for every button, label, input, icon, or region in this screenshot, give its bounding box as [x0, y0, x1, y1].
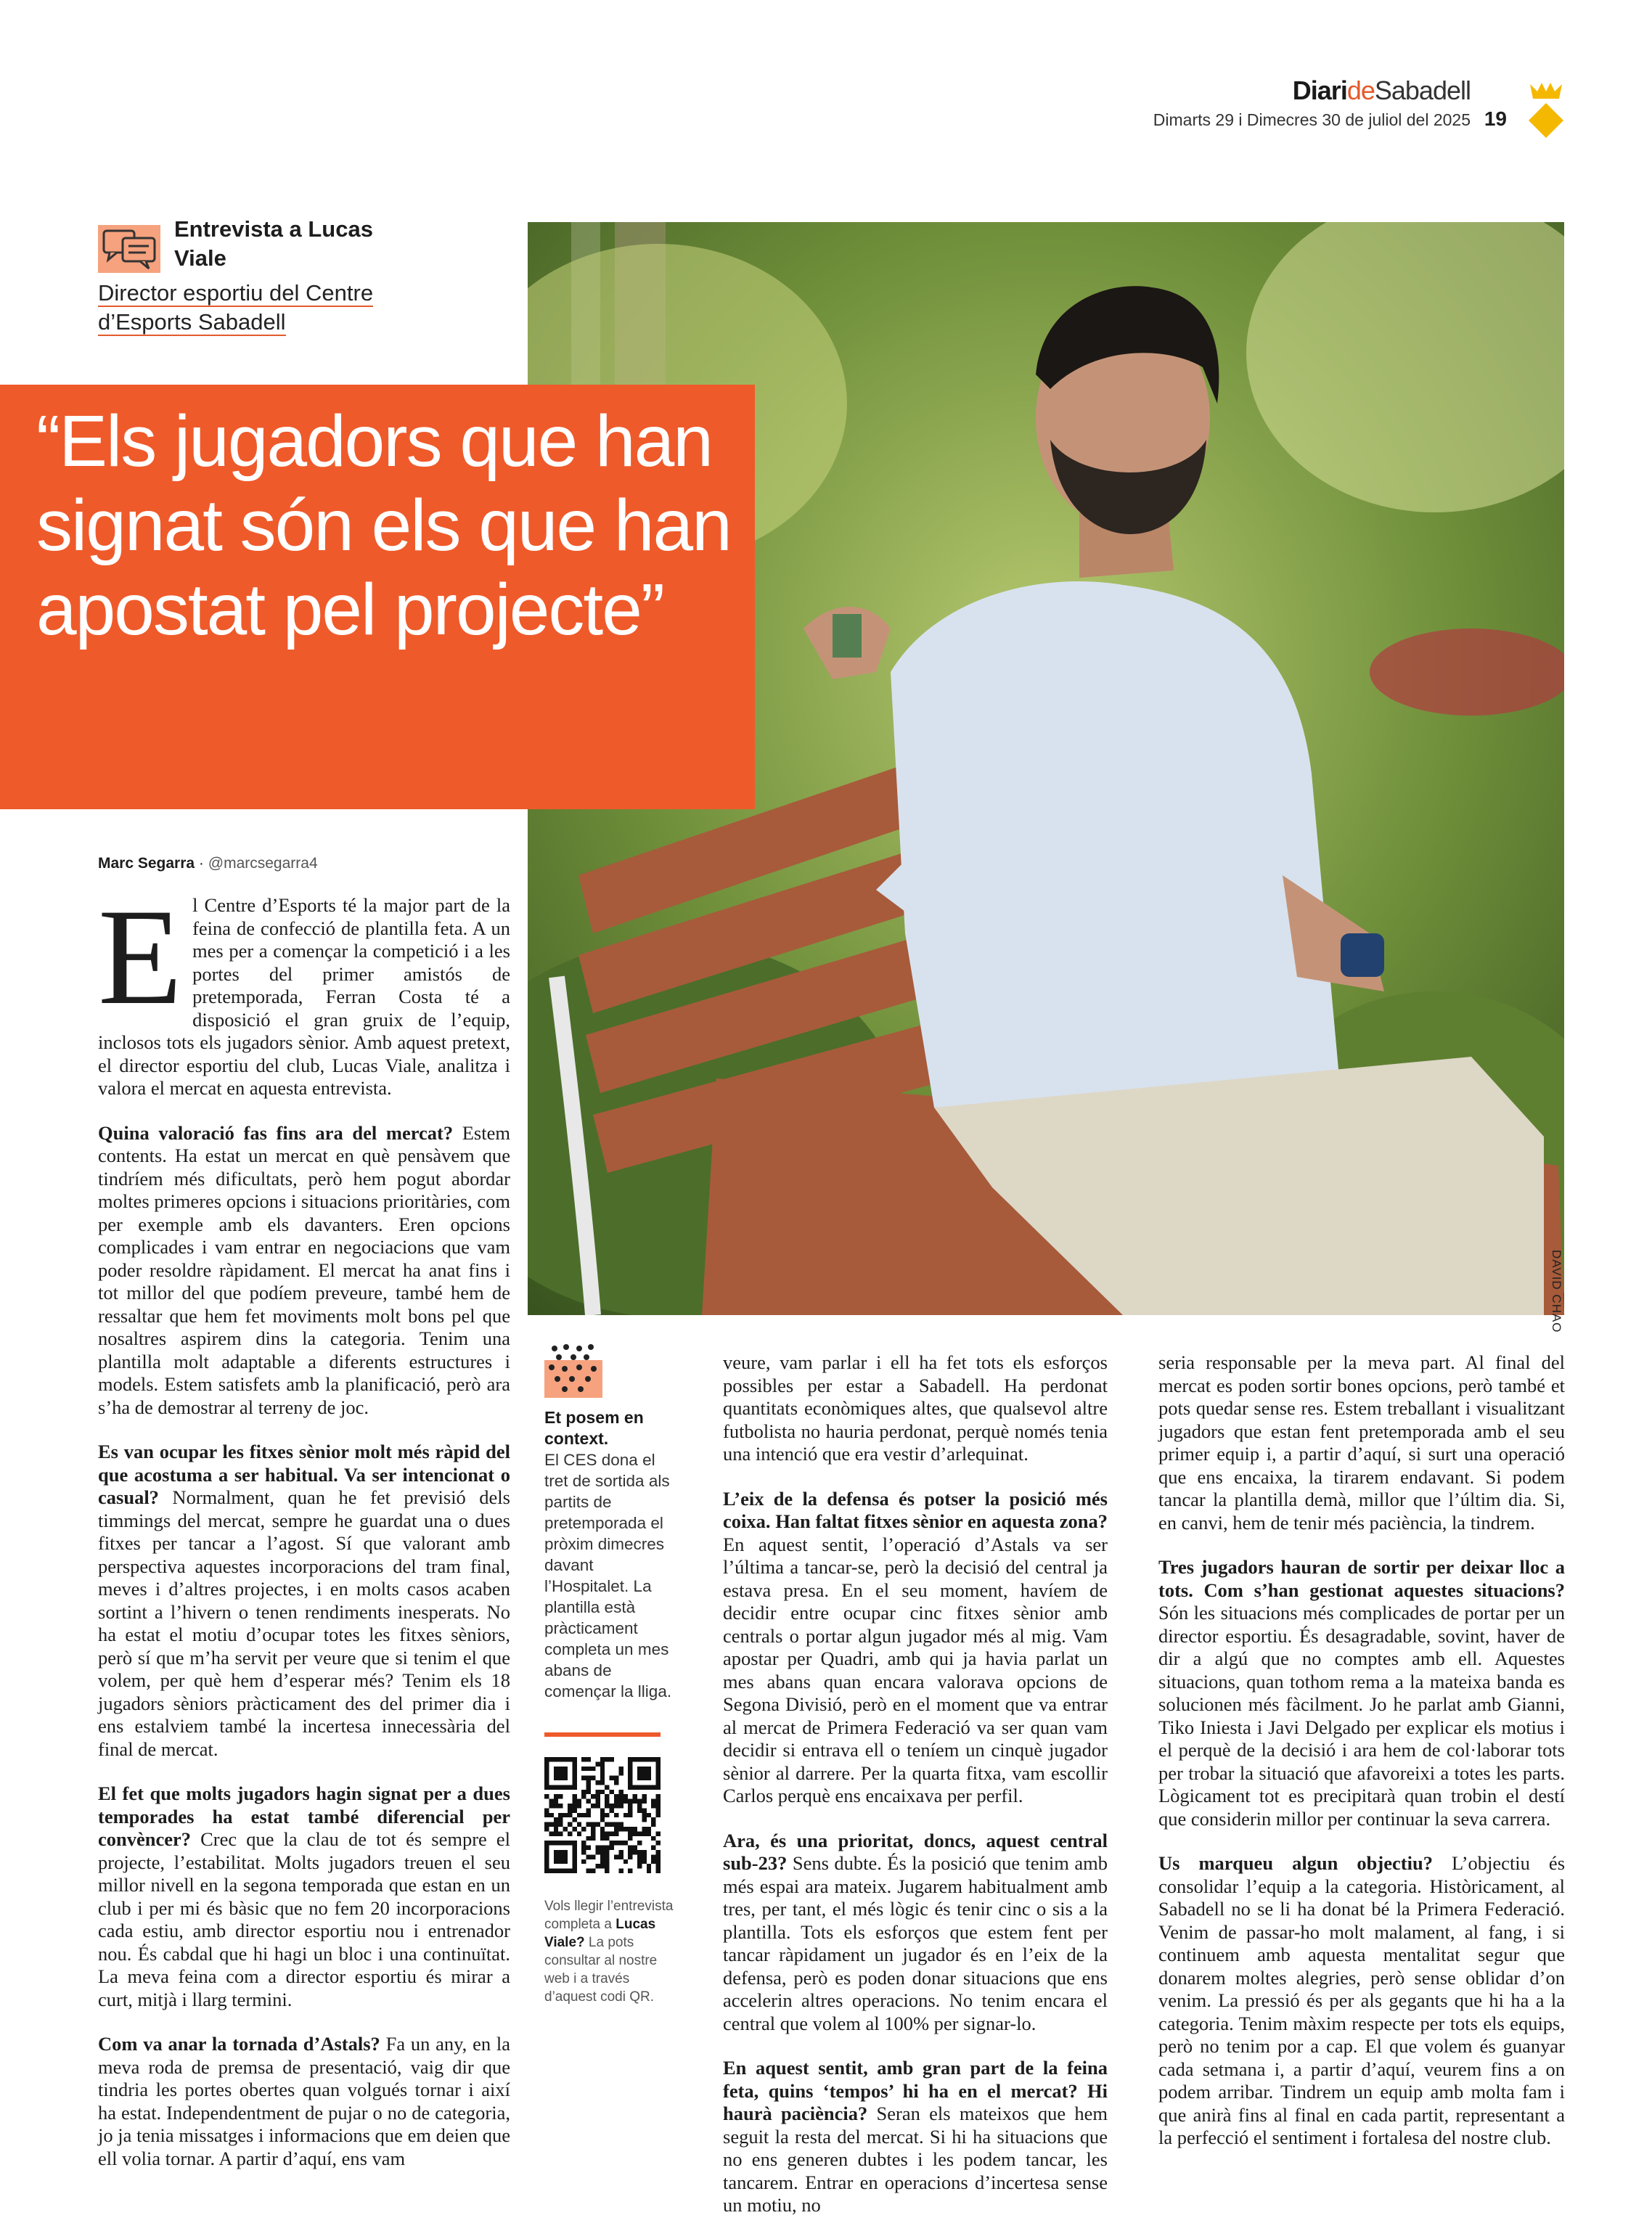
author-handle: @marcsegarra4 [208, 855, 318, 872]
masthead-date: Dimarts 29 i Dimecres 30 de juliol del 2025 [1153, 110, 1471, 129]
dropcap: E [98, 881, 183, 1033]
qa-4-end: veure, vam parlar i ell ha fet tots els esforços possibles per estar a Sabadell. Ha perdonat quantitats econòmiques altes, que qualsevol altre futbolista no hauria perdonat, perquè només tenia una intenció que era vestir d’arlequinat. [723, 1351, 1108, 1465]
author-name: Marc Segarra [98, 855, 195, 872]
qa-6: Ara, és una prioritat, doncs, aquest central sub-23? Sens dubte. És la posició que tenim amb més espai ara mateix. Jugarem habitualment amb tres, per tant, el més lògic és tenir cinc o sis a la plantilla. Tots els esforços que estem fent per tancar ràpidament un jugador és en l’eix de la defensa, però es poden donar situacions que ens accelerin altres operacions. No tenim encara el central que volem al 100% per signar-lo. [723, 1829, 1108, 2034]
sidebar-body: El CES dona el tret de sortida als partits de pretemporada el pròxim dimecres davant l’Hospitalet. La plantilla està pràcticament completa un mes abans de començar la lliga. [544, 1451, 672, 1700]
headline-box [0, 385, 755, 809]
qr-caption: Vols llegir l’entrevista completa a Lucas Viale? La pots consultar al nostre web i a través d’aquest codi QR. [544, 1899, 674, 2005]
qa-4-start: Com va anar la tornada d’Astals? Fa un any, en la meva roda de premsa de presentació, vaig dir que tindria les portes obertes quan volgués tornar i així ha estat. Independentment de pujar o no de categoria, jo ja tenia missatges i informacions que em deien que ell volia tornar. A partir d’aquí, ens vam [98, 2033, 510, 2169]
qa-7-end: seria responsable per la meva part. Al final del mercat es poden sortir bones opcions, però també et pots quedar sense res. Estem treballant i visualitzant jugadors que estan fent pretemporada amb el seu primer equip i, a partir d’aquí, si surt una operació que ens encaixa, la tirarem endavant. Si podem tancar la plantilla demà, millor que l’últim dia. Si, en canvi, hem de tenir més paciència, la tindrem. [1158, 1351, 1565, 1534]
lead-paragraph: El Centre d’Esports té la major part de la feina de confecció de plantilla feta. A un mes per a començar la competició i a les portes del primer amistós de pretemporada, Ferran Costa té a disposició el gran gruix de l’equip, inclosos tots els jugadors sènior. Amb aquest pretext, el director esportiu del club, Lucas Viale, analitza i valora el mercat en aquesta entrevista. [98, 881, 510, 1099]
speech-bubble-icon [98, 225, 160, 273]
context-dots-icon [544, 1343, 602, 1398]
byline [98, 855, 318, 872]
page-number: 19 [1484, 107, 1507, 130]
sidebar-divider [544, 1732, 661, 1737]
qa-9: Us marqueu algun objectiu? L’objectiu és consolidar l’equip a la categoria. Històricament, al Sabadell no se li ha donat bé la Primera Federació. Venim de passar-ho molt malament, al fang, i si continuem amb aquesta mentalitat segur que donarem moltes alegries, però sense oblidar d’on venim. La pressió és per als gegants que hi ha a la categoria. Tenim màxim respecte per tots els equips, però no tenim por a cap. El que volem és guanyar cada setmana i, a partir d’aquí, veurem fins a on podem arribar. Tindrem un equip amb molta fam i que anirà fins al final en cada partit, representant a la perfecció el sentiment i fortalesa del nostre club. [1158, 1852, 1566, 2148]
qa-5: L’eix de la defensa és potser la posició més coixa. Han faltat fitxes sènior en aquesta zona? En aquest sentit, l’operació d’Astals va ser l’última a tancar-se, però la decisió del central ja estava presa. En el seu moment, havíem de decidir entre ocupar cinc fitxes sènior amb centrals o portar algun jugador més al mig. Vam apostar per Quadri, amb qui ja havia parlat un mes abans quan encara valorava opcions de Segona Divisió, però en el moment que va entrar al mercat de Primera Federació va ser quan vam decidir si entrava ell o teníem un cinquè jugador sènior al darrere. Per la quarta fitxa, vam escollir Carlos perquè ens encaixava per perfil. [723, 1487, 1108, 1806]
article-column-4 [1158, 1351, 1565, 2172]
article-column-1 [98, 881, 510, 2192]
qa-1: Quina valoració fas fins ara del mercat? Estem contents. Ha estat un mercat en què pensàvem que tindríem més dificultats, però hem pogut abordar moltes primeres opcions i situacions prioritàries, com per exemple amb els davanters. Eren opcions complicades i vam entrar en negociacions que vam poder resoldre ràpidament. El mercat ha anat fins i tot millor del que podíem preveure, també hem de ressaltar que hem fet moviments molt bons pel que nosaltres aspirem dins la categoria. Tenim una plantilla molt adaptable a diferents estructures i models. Estem satisfets amb la planificació, però ara s’ha de demostrar al terreny de joc. [98, 1121, 510, 1418]
sidebar-heading: Et posem en context. [544, 1408, 644, 1448]
qr-code-icon[interactable] [544, 1757, 661, 1873]
qa-8: Tres jugadors hauran de sortir per deixar lloc a tots. Com s’han gestionat aquestes situacions? Són les situacions més complicades de portar per un director esportiu. És desagradable, sovint, haver de dir a algú que no comptes amb ell. Aquestes situacions, quan tothom rema a la mateixa banda es solucionen més fàcilment. Jo he parlat amb Gianni, Tiko Iniesta i Javi Delgado per explicar els motius i el perquè de la decisió i ara hem de col·laborar tots per trobar la situació que afavoreixi a totes les parts. Lògicament tot es precipitarà quan trobin el destí que considerin millor per continuar la seva carrera. [1158, 1556, 1565, 1830]
qa-7-start: En aquest sentit, amb gran part de la feina feta, quins ‘tempos’ hi ha en el mercat? Hi haurà paciència? Seran els mateixos que hem seguit la resta del mercat. Si hi ha situacions que no ens generen dubtes i les podem tancar, les tancarem. Entrar en operacions d’incertesa sense un motiu, no [723, 2057, 1108, 2216]
qa-2: Es van ocupar les fitxes sènior molt més ràpid del que acostuma a ser habitual. Va ser intencionat o casual? Normalment, quan he fet previsió dels timmings del mercat, sempre he guardat una o dues fitxes per tancar a l’agost. Sí que valorant amb perspectiva aquestes incorporacions del tram final, meves i d’altres projectes, i en molts casos acaben sortint a l’hivern o tenen rendiments inesperats. No ha estat el motiu d’ocupar totes les fitxes sèniors, però sí que m’ha servit per veure que si tenim el que volem, per què hem d’esperar més? Tenim els 18 jugadors sèniors pràcticament des del primer dia i ens estalviem també la incertesa innecessària del final de mercat. [98, 1441, 510, 1760]
photo-credit: DAVID CHAO [1550, 1250, 1563, 1333]
article-column-3 [723, 1351, 1108, 2239]
interview-title: Entrevista a Lucas Viale [174, 216, 373, 271]
headline-quote: “Els jugadors que han signat són els que han apostat pel projecte” [36, 401, 731, 650]
masthead-logo: DiarideSabadell [1292, 75, 1471, 105]
sabadell-crown-icon [1526, 80, 1566, 138]
byline-separator: · [198, 855, 204, 872]
qa-3: El fet que molts jugadors hagin signat per a dues temporades ha estat també diferencial per convèncer? Crec que la clau de tot és sempre el projecte, l’estabilitat. Molts jugadors treuen el seu millor nivell en la segona temporada que estan en un club i per mi és bàsic que no fem 20 incorporacions cada estiu, amb director esportiu nou i entrenador nou. És cabdal que hi hagi un bloc i una continuïtat. La meva feina com a director esportiu és mirar a curt, mitjà i llarg termini. [98, 1782, 510, 2010]
interview-role: Director esportiu del Centre d’Esports Sabadell [98, 280, 374, 335]
context-sidebar [544, 1343, 675, 2006]
